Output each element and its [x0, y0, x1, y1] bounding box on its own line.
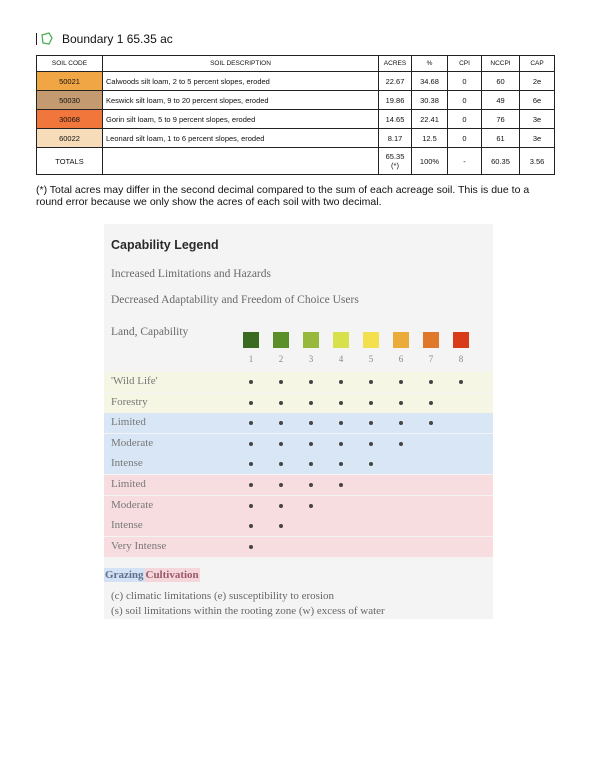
boundary-title: Boundary 1 65.35 ac — [62, 32, 173, 46]
capability-dot — [279, 462, 283, 466]
col-header: ACRES — [379, 56, 412, 72]
legend-line-limitations: Increased Limitations and Hazards — [111, 268, 271, 280]
percent-cell: 12.5 — [412, 129, 448, 148]
capability-row — [104, 434, 493, 454]
capability-dot — [339, 442, 343, 446]
capability-dot — [249, 380, 253, 384]
capability-dot — [399, 380, 403, 384]
capability-dot — [309, 442, 313, 446]
capability-dot — [369, 421, 373, 425]
acres-cell: 19.86 — [379, 91, 412, 110]
totals-cap: 3.56 — [520, 148, 555, 175]
totals-empty-cell — [103, 148, 379, 175]
nccpi-cell: 60 — [482, 72, 520, 91]
capability-dot — [279, 401, 283, 405]
capability-dot — [339, 462, 343, 466]
capability-class-swatch — [303, 332, 319, 348]
boundary-polygon-icon — [40, 32, 54, 46]
capability-dot — [369, 462, 373, 466]
capability-row-label: Forestry — [111, 395, 148, 408]
capability-row — [104, 516, 493, 536]
table-row — [37, 72, 555, 91]
legend-footnote-climatic: (c) climatic limitations (e) susceptibility to erosion — [111, 590, 335, 602]
cap-cell: 6e — [520, 91, 555, 110]
soil-description-cell: Keswick silt loam, 9 to 20 percent slopes, eroded — [103, 91, 379, 110]
capability-dot — [309, 421, 313, 425]
capability-dot — [429, 401, 433, 405]
capability-dot — [279, 483, 283, 487]
acres-cell: 14.65 — [379, 110, 412, 129]
capability-dot — [249, 462, 253, 466]
capability-row — [104, 537, 493, 557]
capability-dot — [309, 462, 313, 466]
col-header: SOIL DESCRIPTION — [103, 56, 379, 72]
capability-dot — [429, 421, 433, 425]
capability-dot — [279, 442, 283, 446]
capability-class-number: 4 — [338, 354, 344, 364]
nccpi-cell: 76 — [482, 110, 520, 129]
totals-nccpi: 60.35 — [482, 148, 520, 175]
percent-cell: 34.68 — [412, 72, 448, 91]
capability-row — [104, 475, 493, 495]
soil-table — [36, 55, 555, 175]
nccpi-cell: 49 — [482, 91, 520, 110]
capability-row-label: 'Wild Life' — [111, 375, 158, 387]
soil-code-cell: 50030 — [37, 91, 103, 110]
soil-description-cell: Gorin silt loam, 5 to 9 percent slopes, eroded — [103, 110, 379, 129]
capability-row — [104, 372, 493, 392]
capability-dot — [249, 421, 253, 425]
capability-class-swatch — [273, 332, 289, 348]
capability-class-number: 8 — [458, 354, 464, 364]
soil-code-cell: 50021 — [37, 72, 103, 91]
nccpi-cell: 61 — [482, 129, 520, 148]
grazing-tag: Grazing — [105, 569, 144, 581]
capability-row-label: Limited — [111, 416, 146, 429]
cpi-cell: 0 — [448, 129, 482, 148]
col-header: % — [412, 56, 448, 72]
capability-row — [104, 393, 493, 413]
soil-description-cell: Calwoods silt loam, 2 to 5 percent slopes, eroded — [103, 72, 379, 91]
boundary-header — [36, 30, 173, 48]
capability-class-swatch — [363, 332, 379, 348]
capability-row — [104, 413, 493, 433]
totals-row — [37, 148, 555, 175]
cpi-cell: 0 — [448, 72, 482, 91]
capability-dot — [459, 380, 463, 384]
legend-title: Capability Legend — [111, 238, 219, 252]
totals-cpi: - — [448, 148, 482, 175]
cursor-bar — [36, 33, 37, 45]
capability-dot — [309, 483, 313, 487]
capability-class-swatch — [393, 332, 409, 348]
cultivation-tag: Cultivation — [145, 569, 199, 581]
capability-dot — [279, 504, 283, 508]
totals-percent: 100% — [412, 148, 448, 175]
capability-dot — [279, 380, 283, 384]
capability-class-swatch — [243, 332, 259, 348]
capability-dot — [249, 401, 253, 405]
capability-row-label: Moderate — [111, 498, 154, 511]
rounding-note: (*) Total acres may differ in the second decimal compared to the sum of each acreage soil. This is due to a round error because we only show the acres of each soil with two decimal. — [36, 184, 530, 208]
legend-line-adaptability: Decreased Adaptability and Freedom of Choice Users — [111, 294, 359, 306]
capability-row-label: Intense — [111, 457, 143, 470]
capability-dot — [399, 442, 403, 446]
cap-cell: 3e — [520, 129, 555, 148]
capability-dot — [399, 401, 403, 405]
acres-cell: 22.67 — [379, 72, 412, 91]
capability-dot — [339, 380, 343, 384]
capability-dot — [249, 442, 253, 446]
legend-footnote-soil: (s) soil limitations within the rooting zone (w) excess of water — [111, 605, 385, 617]
capability-dot — [249, 545, 253, 549]
capability-dot — [279, 421, 283, 425]
col-header: NCCPI — [482, 56, 520, 72]
capability-dot — [339, 483, 343, 487]
capability-class-number: 2 — [278, 354, 284, 364]
capability-class-swatch — [453, 332, 469, 348]
capability-dot — [369, 401, 373, 405]
capability-dot — [399, 421, 403, 425]
soil-description-cell: Leonard silt loam, 1 to 6 percent slopes, eroded — [103, 129, 379, 148]
table-header-row — [37, 56, 555, 72]
acres-cell: 8.17 — [379, 129, 412, 148]
soil-code-cell: 30068 — [37, 110, 103, 129]
soil-code-cell: 60022 — [37, 129, 103, 148]
capability-row-label: Limited — [111, 478, 146, 490]
capability-dot — [249, 483, 253, 487]
capability-dot — [309, 380, 313, 384]
capability-row-label: Moderate — [111, 436, 154, 449]
cap-cell: 3e — [520, 110, 555, 129]
capability-legend — [104, 224, 493, 619]
totals-acres: 65.35(*) — [379, 148, 412, 175]
capability-class-swatch — [333, 332, 349, 348]
col-header: CAP — [520, 56, 555, 72]
capability-row — [104, 454, 493, 474]
capability-class-swatch — [423, 332, 439, 348]
capability-row — [104, 496, 493, 516]
use-tags — [104, 568, 200, 582]
percent-cell: 22.41 — [412, 110, 448, 129]
capability-class-number: 6 — [398, 354, 404, 364]
percent-cell: 30.38 — [412, 91, 448, 110]
capability-dot — [429, 380, 433, 384]
capability-class-number: 5 — [368, 354, 374, 364]
capability-row-label: Intense — [111, 519, 143, 532]
legend-line-land-capability: Land, Capability — [111, 326, 189, 338]
capability-dot — [309, 401, 313, 405]
capability-class-number: 7 — [428, 354, 434, 364]
cap-cell: 2e — [520, 72, 555, 91]
table-row — [37, 110, 555, 129]
capability-class-number: 1 — [248, 354, 254, 364]
table-row — [37, 129, 555, 148]
capability-dot — [369, 442, 373, 446]
capability-dot — [279, 524, 283, 528]
cpi-cell: 0 — [448, 110, 482, 129]
capability-row-label: Very Intense — [111, 539, 167, 552]
capability-dot — [309, 504, 313, 508]
col-header: SOIL CODE — [37, 56, 103, 72]
capability-class-number: 3 — [308, 354, 314, 364]
totals-label: TOTALS — [37, 148, 103, 175]
capability-dot — [339, 401, 343, 405]
capability-dot — [249, 504, 253, 508]
capability-dot — [249, 524, 253, 528]
capability-dot — [369, 380, 373, 384]
col-header: CPI — [448, 56, 482, 72]
cpi-cell: 0 — [448, 91, 482, 110]
capability-dot — [339, 421, 343, 425]
table-row — [37, 91, 555, 110]
